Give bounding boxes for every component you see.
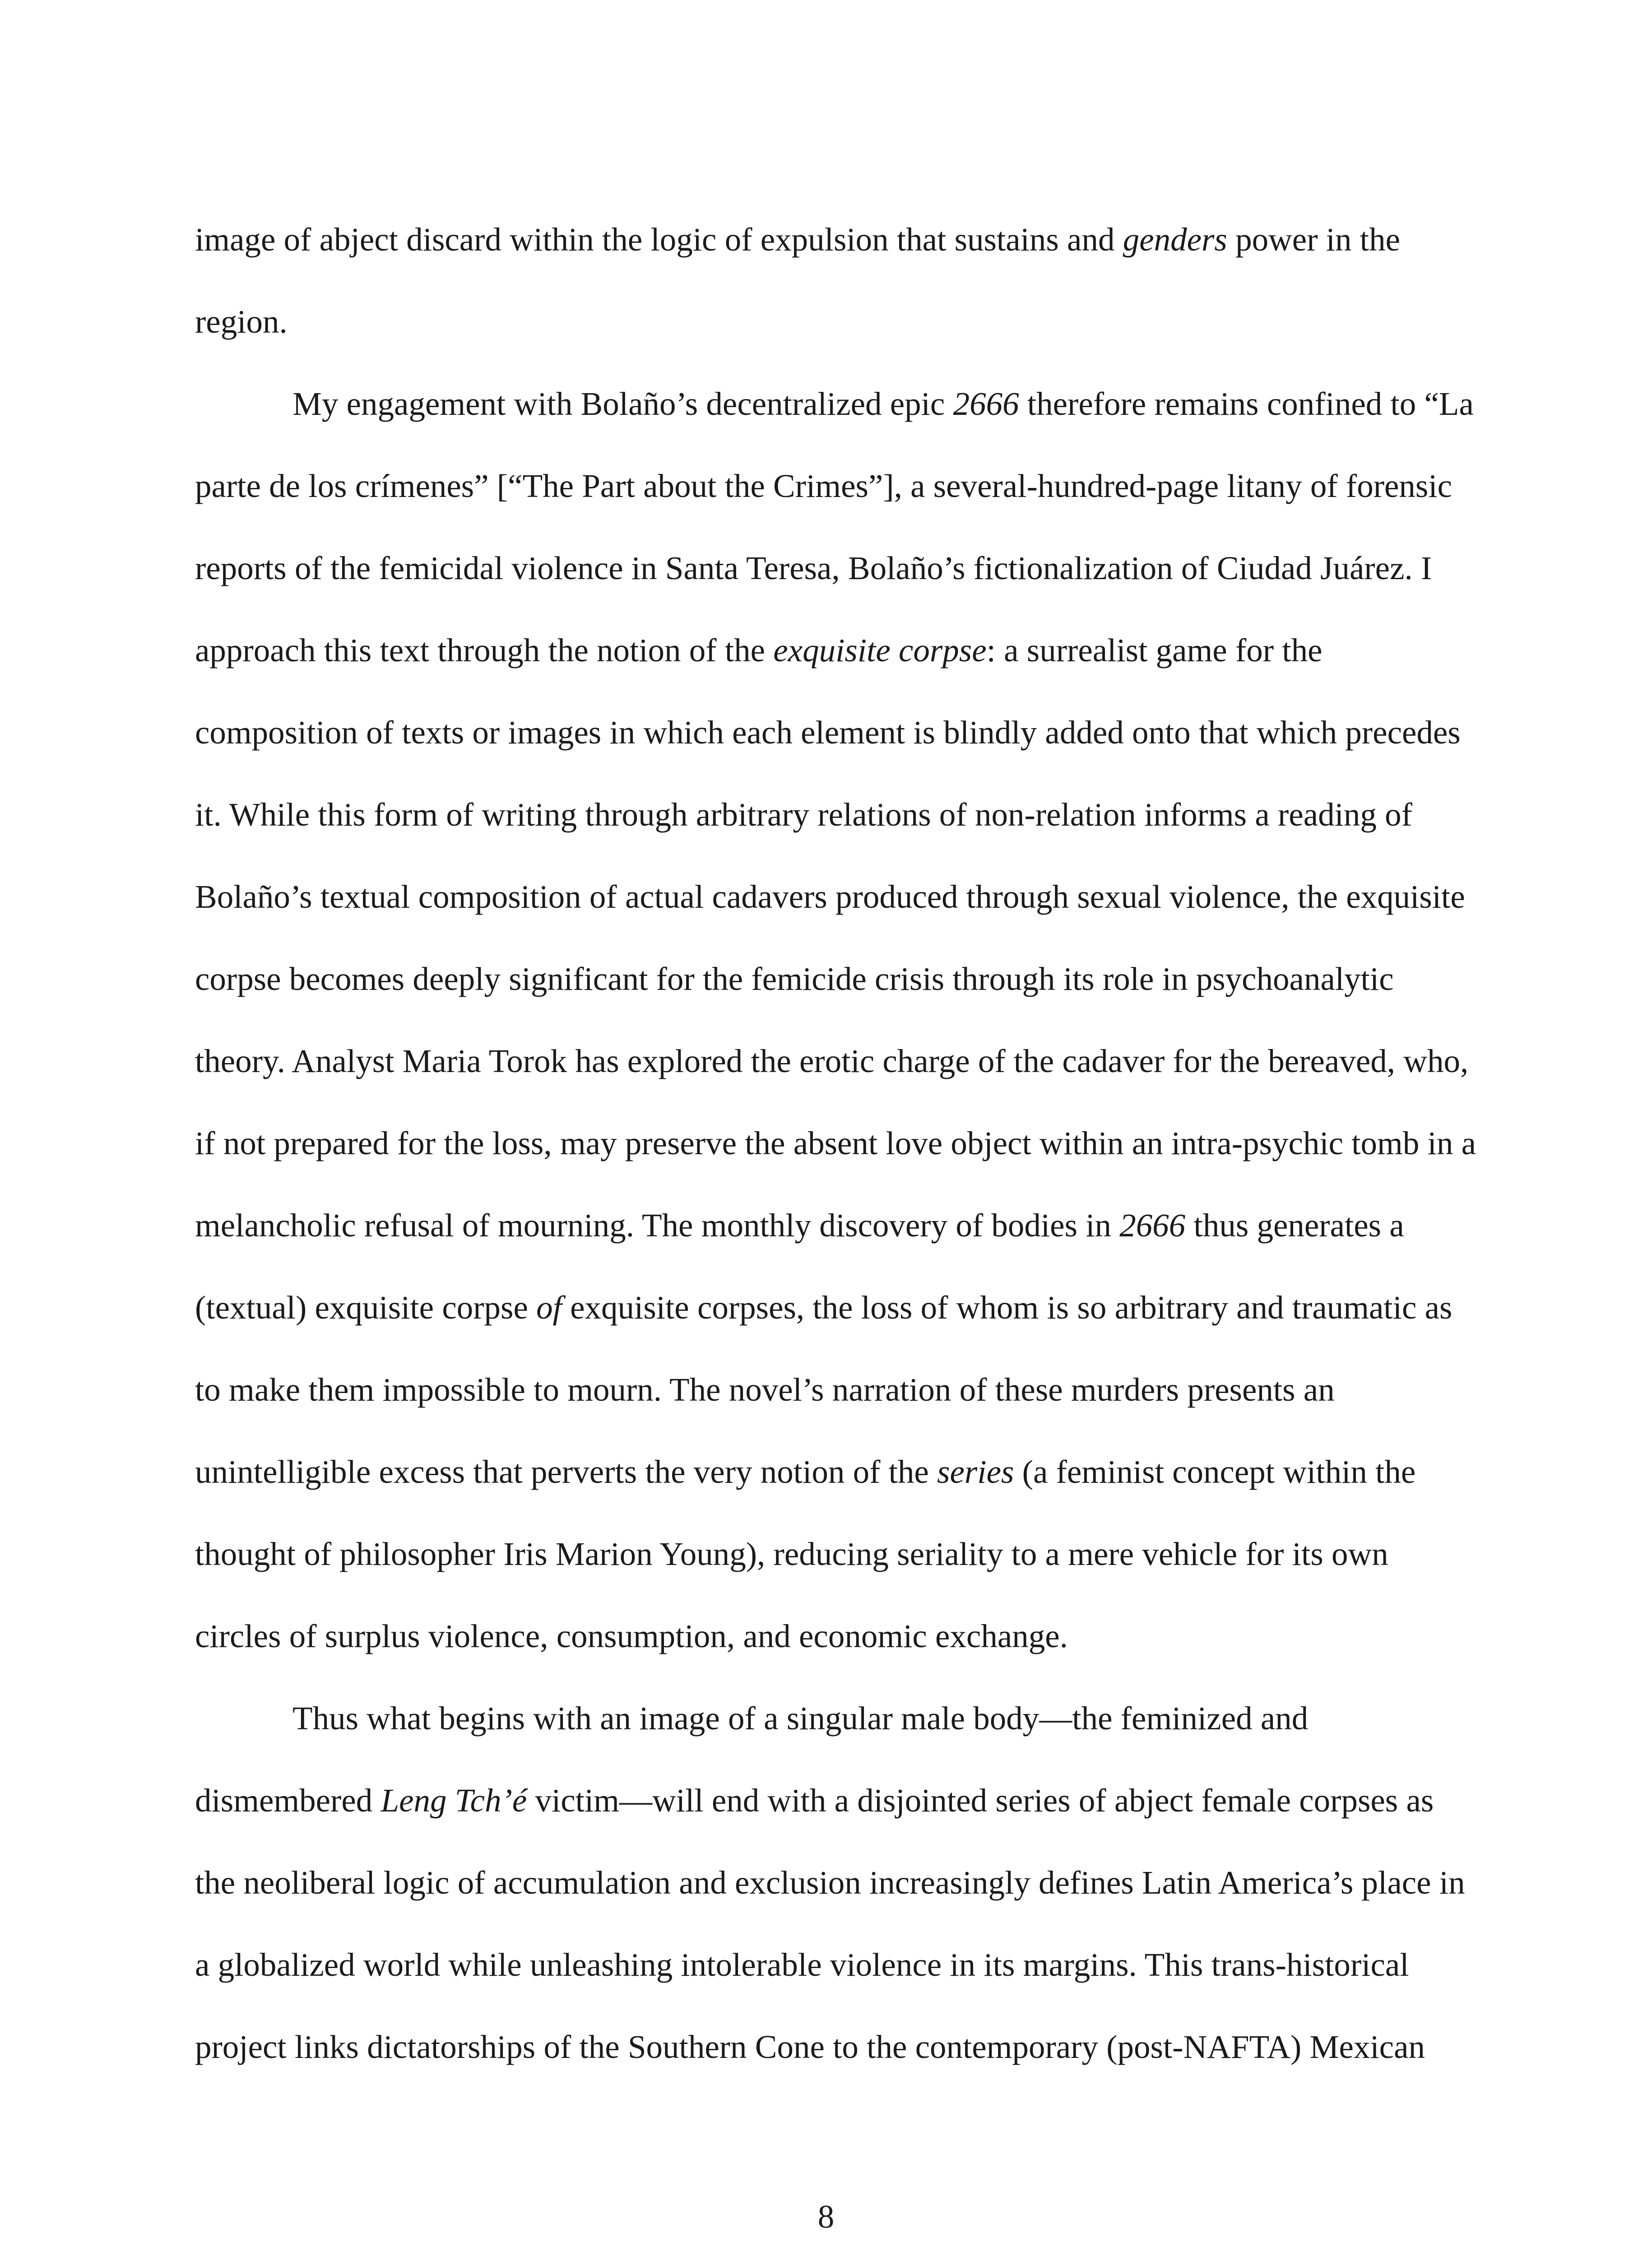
- text-line: [195, 1595, 1468, 1677]
- text-line: [195, 199, 1468, 281]
- text-run: : a surrealist game for the: [986, 632, 1323, 669]
- text-run: approach this text through the notion of the: [195, 632, 774, 669]
- italic-run: series: [937, 1454, 1014, 1490]
- text-run: therefore remains confined to “La: [1019, 385, 1474, 422]
- text-line: [195, 856, 1468, 938]
- paragraph: [195, 363, 1476, 1677]
- text-line: [195, 1760, 1468, 1842]
- italic-run: Leng Tch’é: [381, 1782, 527, 1819]
- text-run: to make them impossible to mourn. The novel’s narration of these murders presents an: [195, 1371, 1335, 1408]
- text-line: [195, 1020, 1468, 1102]
- text-line: [195, 527, 1468, 609]
- text-line: [195, 1267, 1468, 1349]
- text-line: [195, 938, 1468, 1020]
- text-run: thought of philosopher Iris Marion Young), reducing seriality to a mere vehicle for its own: [195, 1536, 1388, 1572]
- text-line: [195, 1513, 1468, 1595]
- text-run: dismembered: [195, 1782, 381, 1819]
- text-line: [195, 1184, 1468, 1267]
- text-run: reports of the femicidal violence in Santa Teresa, Bolaño’s fictionalization of Ciudad Juárez. I: [195, 550, 1432, 586]
- text-line: [195, 692, 1468, 774]
- text-line: [195, 445, 1468, 527]
- text-line: [195, 2006, 1468, 2088]
- text-run: thus generates a: [1185, 1207, 1404, 1244]
- text-run: (textual) exquisite corpse: [195, 1289, 537, 1326]
- text-run: the neoliberal logic of accumulation and exclusion increasingly defines Latin America’s place in: [195, 1864, 1465, 1901]
- text-line: [195, 281, 1468, 363]
- text-line: [195, 774, 1468, 856]
- text-run: image of abject discard within the logic of expulsion that sustains and: [195, 221, 1123, 258]
- paragraph: [195, 199, 1468, 363]
- body-text: [195, 199, 1476, 2088]
- text-run: circles of surplus violence, consumption, and economic exchange.: [195, 1618, 1068, 1654]
- text-run: melancholic refusal of mourning. The monthly discovery of bodies in: [195, 1207, 1120, 1244]
- text-run: power in the: [1227, 221, 1400, 258]
- text-run: region.: [195, 303, 288, 340]
- paragraph: [195, 1677, 1468, 2088]
- text-line: [195, 1102, 1476, 1184]
- text-run: exquisite corpses, the loss of whom is so arbitrary and traumatic as: [561, 1289, 1452, 1326]
- text-run: victim—will end with a disjointed series of abject female corpses as: [527, 1782, 1434, 1819]
- text-run: (a feminist concept within the: [1014, 1454, 1416, 1490]
- italic-run: of: [536, 1289, 562, 1326]
- text-line: [195, 1924, 1468, 2006]
- italic-run: genders: [1123, 221, 1227, 258]
- text-run: theory. Analyst Maria Torok has explored the erotic charge of the cadaver for the bereaved, who,: [195, 1043, 1469, 1079]
- text-run: a globalized world while unleashing intolerable violence in its margins. This trans-historical: [195, 1946, 1409, 1983]
- italic-run: 2666: [1119, 1207, 1186, 1244]
- text-line: [195, 1349, 1468, 1431]
- page-number: 8: [817, 2198, 835, 2235]
- italic-run: exquisite corpse: [773, 632, 987, 669]
- text-run: Bolaño’s textual composition of actual cadavers produced through sexual violence, the exquisite: [195, 878, 1465, 915]
- text-line: [195, 1431, 1468, 1513]
- text-run: corpse becomes deeply significant for the femicide crisis through its role in psychoanalytic: [195, 961, 1394, 997]
- text-run: project links dictatorships of the Southern Cone to the contemporary (post-NAFTA) Mexican: [195, 2029, 1425, 2065]
- text-run: if not prepared for the loss, may preserve the absent love object within an intra-psychic tomb in a: [195, 1125, 1476, 1161]
- text-run: unintelligible excess that perverts the very notion of the: [195, 1454, 937, 1490]
- italic-run: 2666: [953, 385, 1019, 422]
- text-line: [195, 609, 1468, 692]
- text-line: [195, 363, 1474, 445]
- text-run: it. While this form of writing through arbitrary relations of non-relation informs a reading of: [195, 796, 1412, 833]
- text-run: Thus what begins with an image of a singular male body—the feminized and: [292, 1700, 1309, 1737]
- text-line: [195, 1842, 1468, 1924]
- text-line: [195, 1677, 1468, 1760]
- text-run: My engagement with Bolaño’s decentralized epic: [292, 385, 953, 422]
- text-run: composition of texts or images in which each element is blindly added onto that which precedes: [195, 714, 1461, 751]
- text-run: parte de los crímenes” [“The Part about the Crimes”], a several-hundred-page litany of forensic: [195, 468, 1452, 504]
